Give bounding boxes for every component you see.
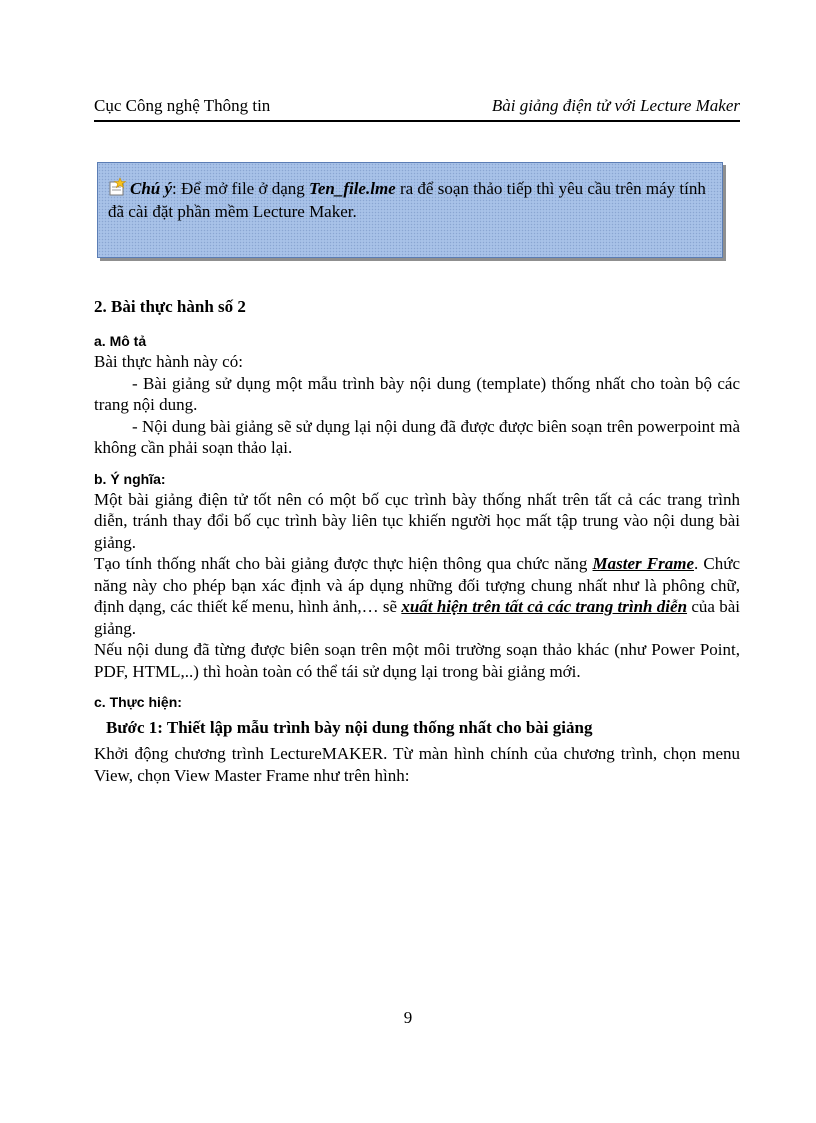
note-text-1: : Để mở file ở dạng: [172, 179, 309, 198]
subsection-b-heading: b. Ý nghĩa:: [94, 470, 166, 487]
note-box: [97, 162, 723, 258]
all-pages-link[interactable]: xuất hiện trên tất cả các trang trình diễn: [401, 597, 688, 616]
subsection-a-heading: a. Mô tả: [94, 333, 147, 349]
master-frame-link[interactable]: Master Frame: [592, 554, 694, 573]
para-2-text-a: Tạo tính thống nhất cho bài giảng được thực hiện thông qua chức năng: [94, 554, 593, 573]
note-text-2: ra để soạn thảo tiếp thì yêu cầu trên máy tính đã cài đặt phần mềm Lecture Maker.: [108, 179, 706, 221]
subsection-b-para-1: Một bài giảng điện tử tốt nên có một bố cục trình bày thống nhất trên tất cả các trang trình diễn, tránh thay đổi bố cục trình bày liên tục khiến người học mất tập trung vào nội dung bài giảng.: [94, 489, 740, 552]
step-1-heading: Bước 1: Thiết lập mẫu trình bày nội dung thống nhất cho bài giảng: [106, 718, 593, 737]
note-filename: Ten_file.lme: [309, 179, 396, 198]
subsection-b-para-3: Nếu nội dung đã từng được biên soạn trên một môi trường soạn thảo khác (như Power Point, PDF, HTML,..) thì hoàn toàn có thể tái sử dụng lại trong bài giảng mới.: [94, 640, 740, 681]
subsection-a-intro: Bài thực hành này có:: [94, 352, 243, 371]
para-2-text-b: . Chức năng này cho phép bạn xác định và áp dụng những đối tượng chung nhất như là phông chữ, định dạng, các thiết kế menu, hình ảnh,… sẽ: [94, 554, 740, 616]
header-organization: Cục Công nghệ Thông tin: [94, 96, 271, 115]
page-header: [94, 94, 740, 122]
note-icon: [108, 177, 130, 197]
note-label: Chú ý: [130, 179, 173, 198]
subsection-a-bullet-2: - Nội dung bài giảng sẽ sử dụng lại nội dung đã được được biên soạn trên powerpoint mà không cần phải soạn thảo lại.: [94, 416, 740, 457]
subsection-c-heading: c. Thực hiện:: [94, 694, 182, 710]
main-content: [94, 294, 740, 786]
header-document-title: Bài giảng điện tử với Lecture Maker: [491, 96, 740, 115]
page-number: 9: [403, 1008, 413, 1027]
subsection-b-para-2: [94, 553, 740, 639]
para-2-text-c: của bài giảng.: [94, 597, 740, 638]
subsection-c-para-1: Khởi động chương trình LectureMAKER. Từ màn hình chính của chương trình, chọn menu View, chọn View Master Frame như trên hình:: [94, 744, 740, 785]
section-title: 2. Bài thực hành số 2: [94, 297, 246, 316]
subsection-a-bullet-1: - Bài giảng sử dụng một mẫu trình bày nội dung (template) thống nhất cho toàn bộ các trang nội dung.: [94, 373, 740, 414]
